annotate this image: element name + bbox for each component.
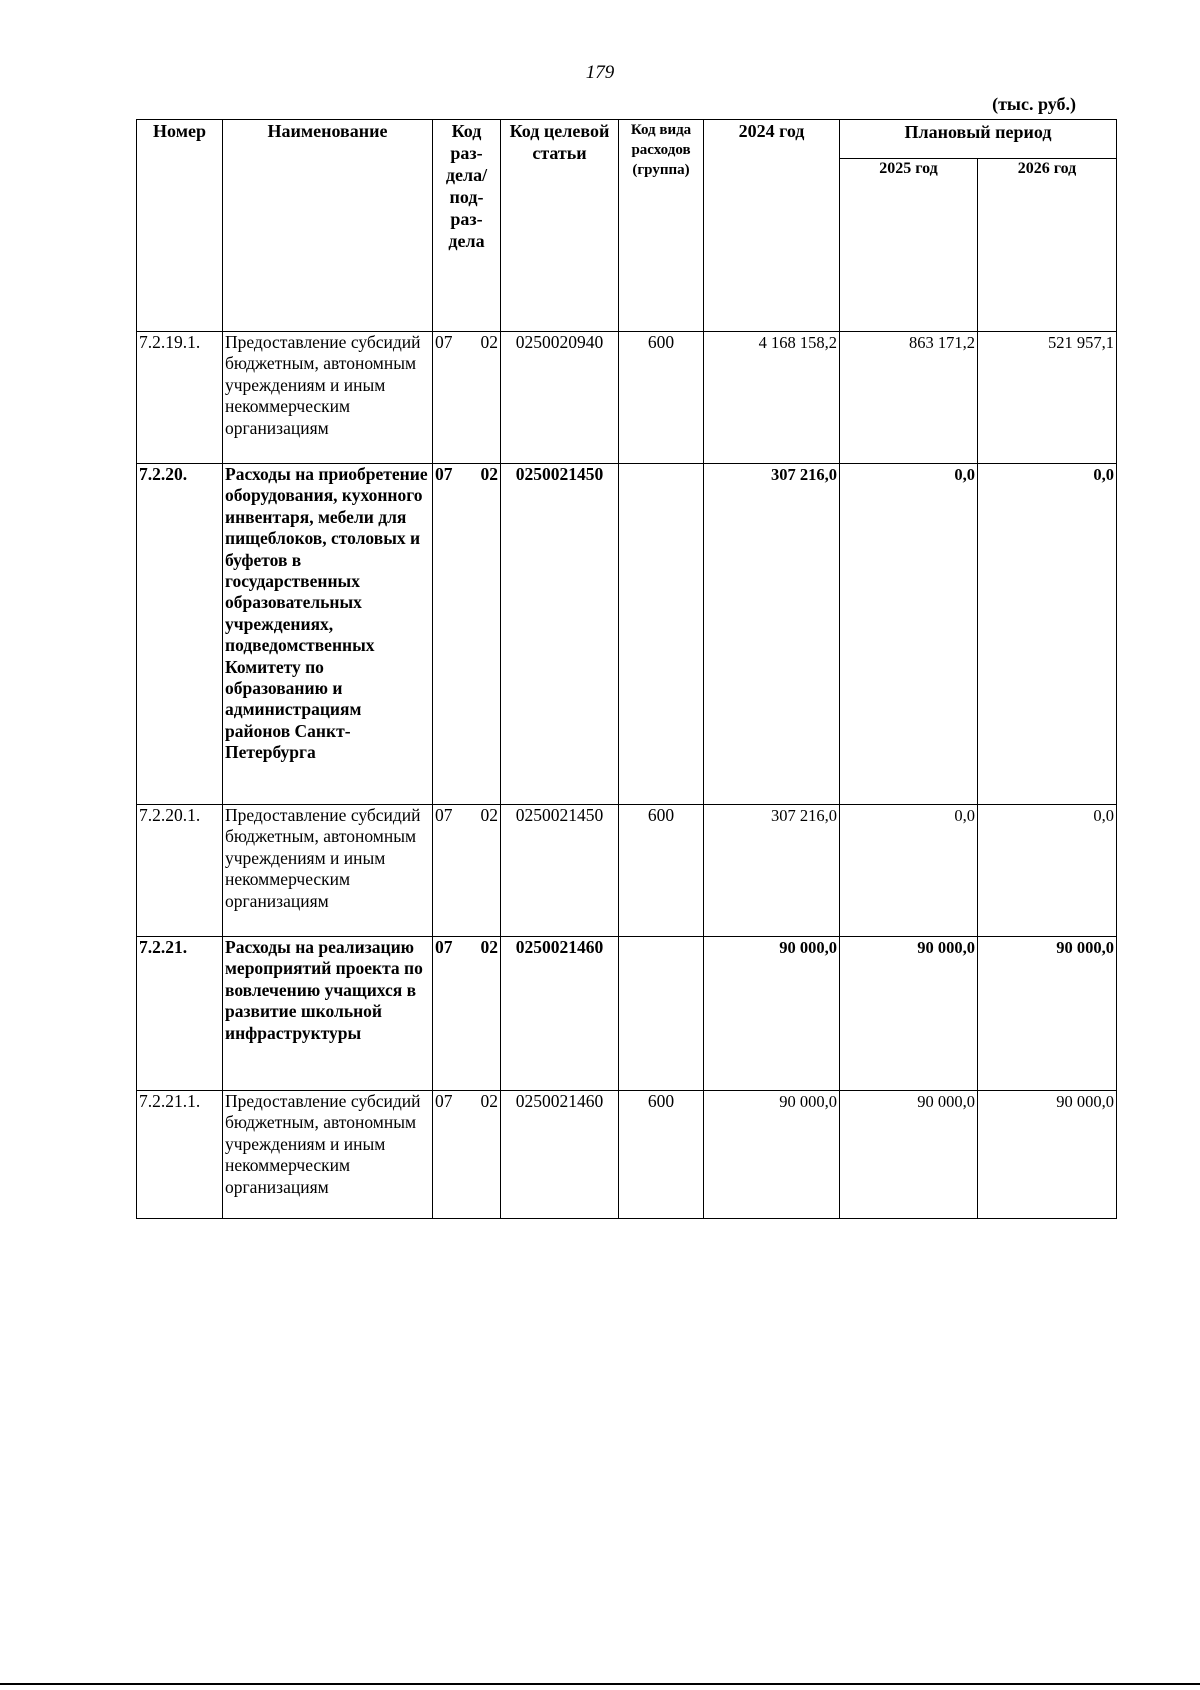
- row-name: Предоставление субсидий бюджетным, автономным учреждениям и иным некоммерческим организациям: [223, 1091, 433, 1219]
- header-2026: 2026 год: [978, 159, 1117, 332]
- header-number: Номер: [137, 120, 223, 332]
- row-amount-2025: 0,0: [840, 805, 978, 937]
- row-amount-2024: 90 000,0: [704, 937, 840, 1091]
- row-group-code: [619, 937, 704, 1091]
- row-group-code: 600: [619, 1091, 704, 1219]
- row-target-code: 0250021450: [501, 464, 619, 805]
- row-amount-2024: 90 000,0: [704, 1091, 840, 1219]
- row-amount-2026: 90 000,0: [978, 937, 1117, 1091]
- row-section-code: [433, 937, 501, 1091]
- row-number: 7.2.19.1.: [137, 332, 223, 464]
- table-row: [137, 464, 1117, 805]
- row-amount-2024: 307 216,0: [704, 464, 840, 805]
- row-section-code: [433, 805, 501, 937]
- row-section-code: [433, 332, 501, 464]
- header-target: Код целевой статьи: [501, 120, 619, 332]
- table-body: [137, 332, 1117, 1219]
- row-name: Предоставление субсидий бюджетным, автономным учреждениям и иным некоммерческим организациям: [223, 805, 433, 937]
- table-row: [137, 805, 1117, 937]
- table-row: [137, 332, 1117, 464]
- row-name: Предоставление субсидий бюджетным, автономным учреждениям и иным некоммерческим организациям: [223, 332, 433, 464]
- header-plan-period: Плановый период: [840, 120, 1117, 159]
- header-name: Наименование: [223, 120, 433, 332]
- row-subsection: 02: [480, 332, 498, 352]
- row-amount-2026: 90 000,0: [978, 1091, 1117, 1219]
- page-bottom-border: [0, 1683, 1200, 1685]
- header-group: Код вида расходов (группа): [619, 120, 704, 332]
- row-number: 7.2.21.1.: [137, 1091, 223, 1219]
- row-group-code: [619, 464, 704, 805]
- row-number: 7.2.21.: [137, 937, 223, 1091]
- row-subsection: 02: [480, 937, 498, 957]
- units-label: (тыс. руб.): [992, 94, 1076, 114]
- row-subsection: 02: [480, 805, 498, 825]
- row-amount-2025: 90 000,0: [840, 1091, 978, 1219]
- row-section-code: [433, 464, 501, 805]
- header-section: Код раз-дела/ под-раз-дела: [433, 120, 501, 332]
- row-section: 07: [435, 464, 453, 484]
- row-target-code: 0250020940: [501, 332, 619, 464]
- row-amount-2026: 0,0: [978, 805, 1117, 937]
- row-section: 07: [435, 937, 453, 957]
- row-name: Расходы на приобретение оборудования, кухонного инвентаря, мебели для пищеблоков, столовых и буфетов в государственных образовательных учреждениях, подведомственных Комитету по образованию и администрациям районов Санкт-Петербурга: [223, 464, 433, 805]
- row-amount-2024: 4 168 158,2: [704, 332, 840, 464]
- budget-table: [136, 119, 1117, 1219]
- row-amount-2025: 0,0: [840, 464, 978, 805]
- header-row-1: [137, 120, 1117, 159]
- row-amount-2026: 521 957,1: [978, 332, 1117, 464]
- row-number: 7.2.20.1.: [137, 805, 223, 937]
- row-target-code: 0250021460: [501, 1091, 619, 1219]
- row-group-code: 600: [619, 805, 704, 937]
- header-2024: 2024 год: [704, 120, 840, 332]
- table-row: [137, 937, 1117, 1091]
- row-section: 07: [435, 332, 453, 352]
- row-subsection: 02: [480, 1091, 498, 1111]
- row-amount-2025: 863 171,2: [840, 332, 978, 464]
- row-amount-2025: 90 000,0: [840, 937, 978, 1091]
- row-amount-2024: 307 216,0: [704, 805, 840, 937]
- row-amount-2026: 0,0: [978, 464, 1117, 805]
- row-group-code: 600: [619, 332, 704, 464]
- row-target-code: 0250021450: [501, 805, 619, 937]
- row-number: 7.2.20.: [137, 464, 223, 805]
- table-row: [137, 1091, 1117, 1219]
- row-name: Расходы на реализацию мероприятий проекта по вовлечению учащихся в развитие школьной инфраструктуры: [223, 937, 433, 1091]
- row-section: 07: [435, 805, 453, 825]
- header-2025: 2025 год: [840, 159, 978, 332]
- row-section: 07: [435, 1091, 453, 1111]
- row-section-code: [433, 1091, 501, 1219]
- row-subsection: 02: [480, 464, 498, 484]
- row-target-code: 0250021460: [501, 937, 619, 1091]
- page-number: 179: [585, 62, 615, 83]
